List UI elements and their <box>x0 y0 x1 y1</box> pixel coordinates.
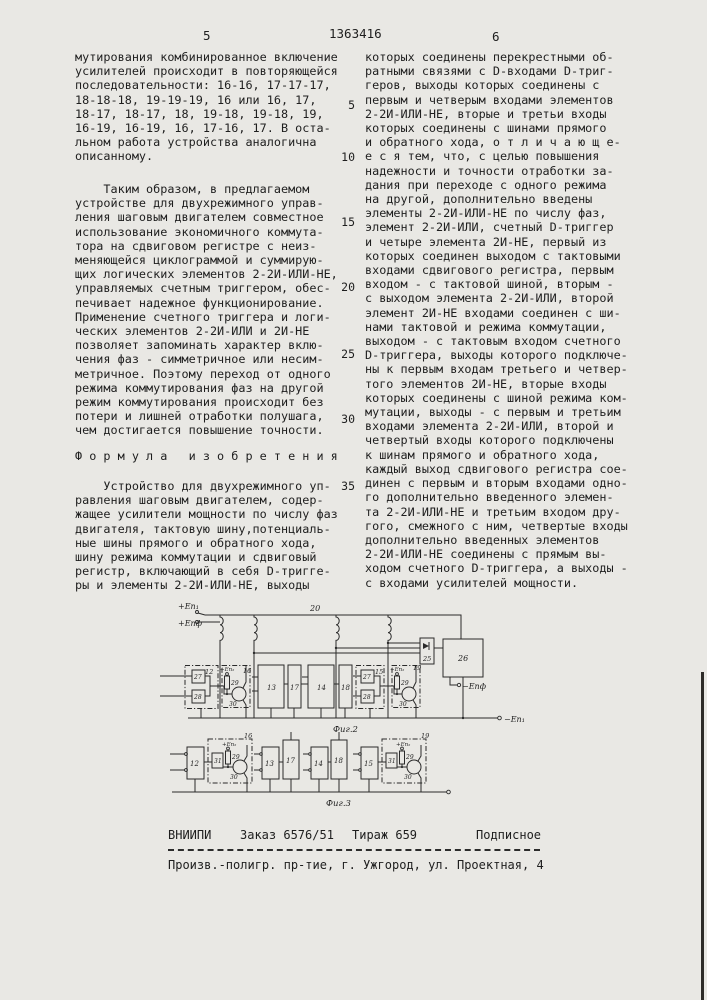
footer-order-number: Заказ 6576/51 <box>240 828 334 842</box>
coil-icon <box>254 615 257 718</box>
block-13-label: 13 <box>265 760 274 768</box>
gate-28-label: 28 <box>194 694 202 701</box>
block-14-label: 14 <box>314 760 323 768</box>
block-25-label: 25 <box>423 655 432 663</box>
box-12-label: 12 <box>205 668 214 676</box>
figure-3-caption: Фиг.3 <box>326 799 351 809</box>
left-page-number: 5 <box>203 28 211 43</box>
block-31-label: 31 <box>214 758 222 765</box>
fig2-ep2a-label: +Eп₂ <box>220 667 235 673</box>
margin-line-number-5: 5 <box>348 98 355 112</box>
gate-28-label: 28 <box>363 694 371 701</box>
fig2-plus-ep1-label: +Eп₁ <box>178 602 199 611</box>
transistor-30-label: 30 <box>404 774 412 781</box>
margin-line-number-10: 10 <box>341 150 355 164</box>
block-31-label: 31 <box>388 758 396 765</box>
footer-org: ВНИИПИ <box>168 828 212 842</box>
resistor-29 <box>226 751 231 764</box>
diode-icon <box>423 643 429 649</box>
left-column-paragraph-2: Таким образом, в предлагаемом устройстве для двухрежимного управ- ления шаговым двигателем совместное использование экономичного коммута- тора на сдвиговом регистре с неиз- меняющейся циклограммой и суммирую- щих логических элементов 2-2И-ИЛИ-НЕ, управляемых счетным триггером, обес- печивает надежное функционирование. Применение счетного триггера и логи- ческих элементов 2-2И-ИЛИ и 2И-НЕ позволяет запоминать характер вклю- чения фаз - симметричное или несим- метричное. Поэтому переход от одного режима коммутирования фаз на другой режим коммутирования происходит без потери и лишней отработки полушага, чем достигается повышение точности. <box>75 182 338 438</box>
box-15-label: 15 <box>375 668 384 676</box>
block-15-label: 15 <box>364 760 373 768</box>
transistor-30 <box>407 760 421 774</box>
fig2-minus-ep1-label: −Eп₁ <box>504 715 525 724</box>
fig2-ep2b-label: +Eп₂ <box>390 667 405 673</box>
fig2-plus-epf-label: +Eпф <box>178 619 202 628</box>
figure-3 <box>170 732 450 809</box>
margin-line-number-20: 20 <box>341 280 355 294</box>
circuit-diagram <box>140 595 570 820</box>
right-page-number: 6 <box>492 29 500 44</box>
resistor-29-label: 29 <box>231 680 239 687</box>
box-19-label: 19 <box>413 664 422 672</box>
formula-heading: Ф о р м у л а и з о б р е т е н и я <box>75 449 338 463</box>
terminal-icon <box>447 790 451 794</box>
figure-2-caption: Фиг.2 <box>333 725 358 735</box>
terminal-icon <box>401 747 404 750</box>
transistor-30 <box>402 687 416 701</box>
gate-27-label: 27 <box>194 674 202 681</box>
right-column-text: которых соединены перекрестными об- ратными связями с D-входами D-триг- геров, выходы которых соединены с первым и четверым входами элементов 2-2И-ИЛИ-НЕ, вторые и третьи входы которых соединены с шинами прямого и обратного хода, о т л и ч а ю щ е- е с я тем, что, с целью повышения надежности и точности отработки за- дания при переходе с одного режима на другой, дополнительно введены элементы 2-2И-ИЛИ-НЕ по числу фаз, элемент 2-2И-ИЛИ, счетный D-триггер и четыре элемента 2И-НЕ, первый из которых соединен выходом с тактовыми входами сдвигового регистра, первым входом - с тактовой шиной, вторым - с выходом элемента 2-2И-ИЛИ, второй элемент 2И-НЕ входами соединен с ши- нами тактовой и режима коммутации, выходом - с тактовым входом счетного D-триггера, выходы которого подключе- ны к первым входам третьего и четвер- того элементов 2И-НЕ, вторые входы которых соединены с шиной режима ком- мутации, выходы - с первым и третьим входами элемента 2-2И-ИЛИ, второй и четвертый входы которого подключены к шинам прямого и обратного хода, каждый выход сдвигового регистра сое- динен с первым и вторым входами одно- го дополнительно введенного элемен- та 2-2И-ИЛИ-НЕ и третьим входом дру- гого, смежного с ним, четвертые входы дополнительно введенных элементов 2-2И-ИЛИ-НЕ соединены с прямым вы- ходом счетного D-триггера, а выходы - с входами усилителей мощности. <box>365 50 628 590</box>
terminal-icon <box>457 683 460 686</box>
box-16-label: 16 <box>243 667 252 675</box>
footer-divider <box>168 849 540 851</box>
figure-2 <box>160 602 525 735</box>
resistor-29-label: 29 <box>406 754 414 761</box>
left-column-paragraph-3: Устройство для двухрежимного уп- равления шаговым двигателем, содер- жащее усилители мощности по числу фаз двигателя, тактовую шину,потенциаль- ные шины прямого и обратного хода, шину режима коммутации и сдвиговый регистр, включающий в себя D-тригге- ры и элементы 2-2И-ИЛИ-НЕ, выходы <box>75 479 338 593</box>
block-17-label: 17 <box>286 757 295 765</box>
resistor-29-label: 29 <box>232 754 240 761</box>
fig2-bus-label: 20 <box>310 604 321 613</box>
gate-27-label: 27 <box>363 674 371 681</box>
footer-address: Произв.-полигр. пр-тие, г. Ужгород, ул. Проектная, 4 <box>168 858 544 872</box>
document-number: 1363416 <box>329 26 382 41</box>
block-18-label: 18 <box>341 684 350 692</box>
box-19-label: 19 <box>421 732 430 740</box>
block-17-label: 17 <box>290 684 299 692</box>
margin-line-number-25: 25 <box>341 347 355 361</box>
fig3-ep2b-label: +Eп₂ <box>396 742 411 748</box>
terminal-icon <box>226 673 229 676</box>
resistor-29-label: 29 <box>401 680 409 687</box>
block-26-label: 26 <box>458 654 469 663</box>
terminal-icon <box>396 673 399 676</box>
block-14-label: 14 <box>317 684 326 692</box>
box-16-label: 16 <box>244 732 253 740</box>
transistor-30 <box>232 687 246 701</box>
transistor-30-label: 30 <box>229 701 237 708</box>
scan-edge-artifact <box>701 672 704 1000</box>
left-column-paragraph-1: мутирования комбинированное включение усилителей происходит в повторяющейся последовательности: 16-16, 17-17-17, 18-18-18, 19-19-19, 16 или 16, 17, 18-17, 18-17, 18, 19-18, 19-18, 19, 16-19, 16-19, 16, 17-16, 17. В оста- льном работа устройства аналогична описанному. <box>75 50 338 164</box>
transistor-30 <box>233 760 247 774</box>
resistor-29 <box>395 676 400 689</box>
margin-line-number-15: 15 <box>341 215 355 229</box>
resistor-29 <box>225 676 230 689</box>
transistor-30-label: 30 <box>399 701 407 708</box>
terminal-icon <box>227 747 230 750</box>
margin-line-number-30: 30 <box>341 412 355 426</box>
margin-line-number-35: 35 <box>341 479 355 493</box>
transistor-30-label: 30 <box>230 774 238 781</box>
fig2-minus-epf-label: −Eпф <box>462 682 486 691</box>
resistor-29 <box>400 751 405 764</box>
block-12-label: 12 <box>190 760 199 768</box>
footer-tirazh: Тираж 659 <box>352 828 418 842</box>
terminal-icon <box>498 716 502 720</box>
block-18-label: 18 <box>334 757 343 765</box>
fig3-ep2a-label: +Eп₂ <box>222 742 237 748</box>
footer-podpisnoe: Подписное <box>476 828 542 842</box>
block-13-label: 13 <box>267 684 276 692</box>
